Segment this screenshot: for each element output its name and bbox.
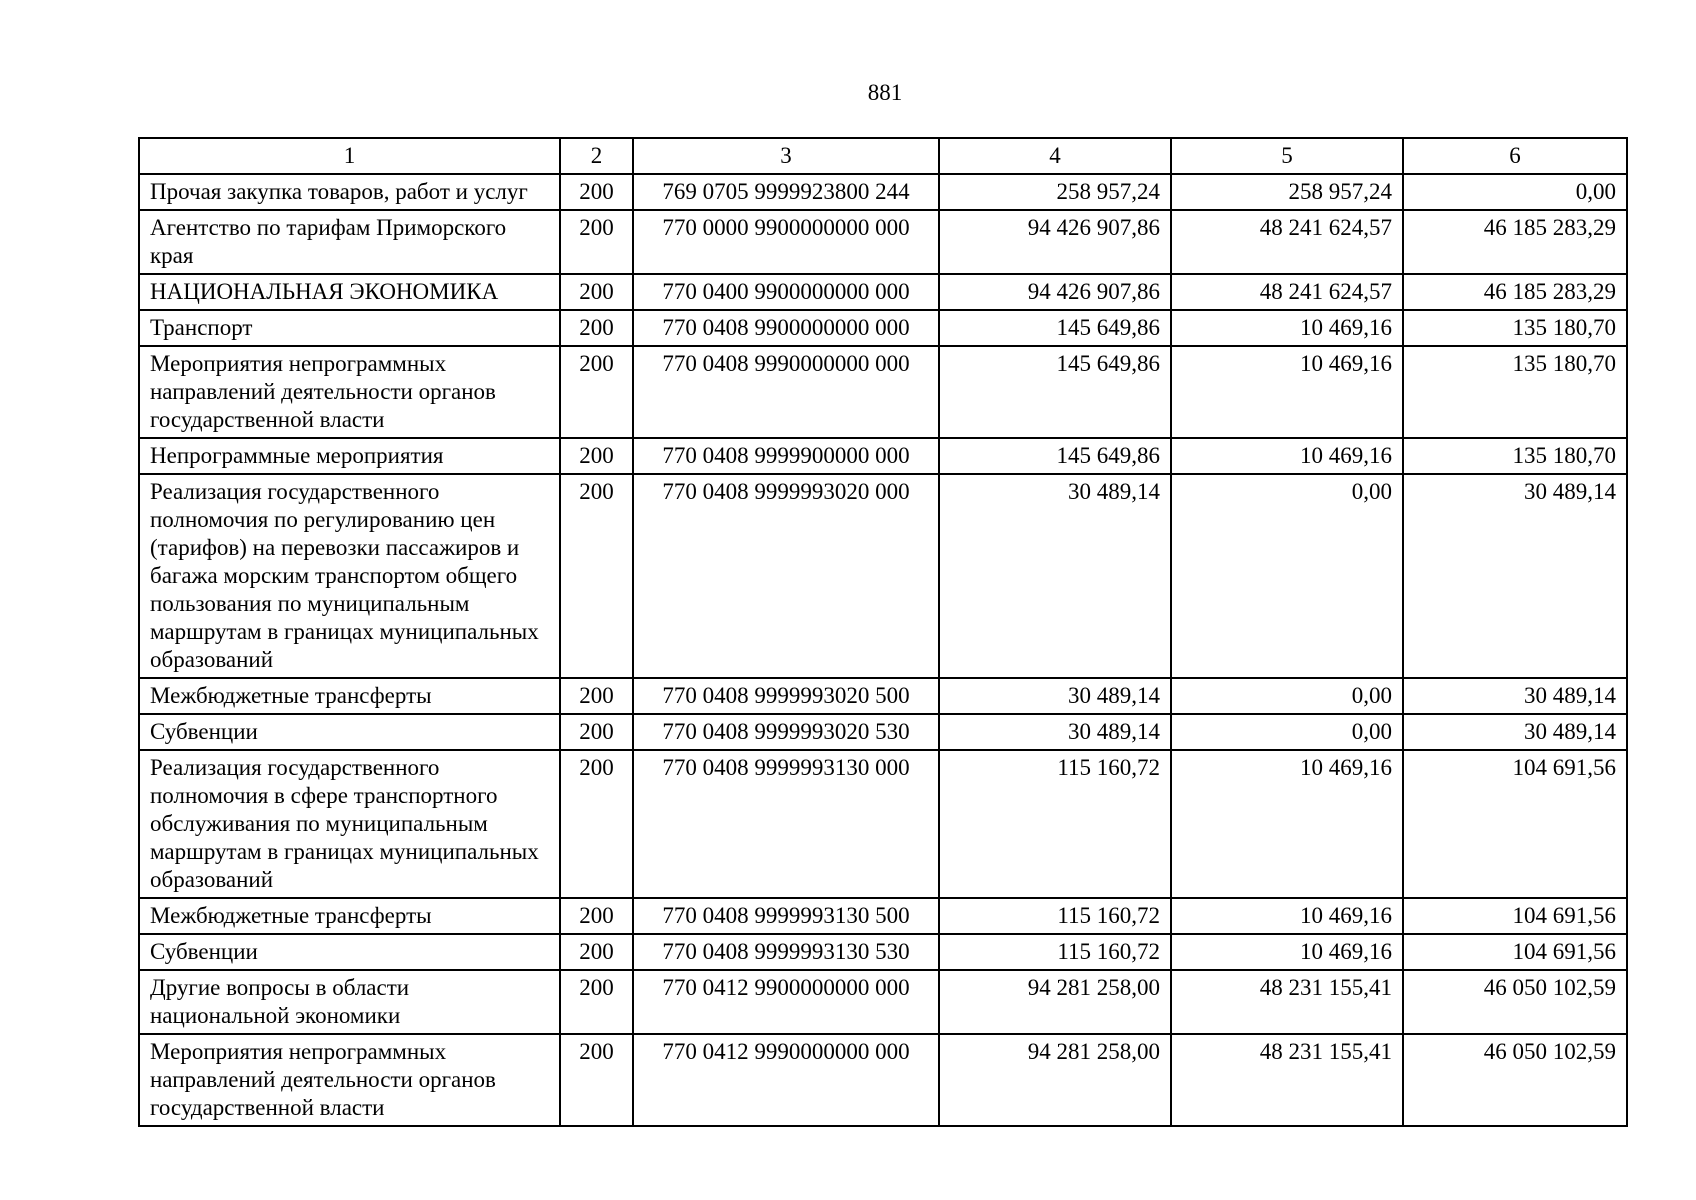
row-name-cell: НАЦИОНАЛЬНАЯ ЭКОНОМИКА	[139, 274, 560, 310]
row-col5-cell: 10 469,16	[1171, 898, 1403, 934]
table-row	[139, 934, 1627, 970]
table-row	[139, 970, 1627, 1034]
row-code-cell: 200	[560, 898, 633, 934]
row-col5-cell: 10 469,16	[1171, 346, 1403, 438]
row-col6-cell: 46 050 102,59	[1403, 970, 1627, 1034]
row-col5-cell: 0,00	[1171, 678, 1403, 714]
row-name-cell: Транспорт	[139, 310, 560, 346]
budget-table	[138, 137, 1628, 1127]
row-name-cell: Межбюджетные трансферты	[139, 898, 560, 934]
table-body	[139, 174, 1627, 1126]
row-col6-cell: 30 489,14	[1403, 714, 1627, 750]
row-name-cell: Реализация государственного полномочия в сфере транспортного обслуживания по муниципальным маршрутам в границах муниципальных образований	[139, 750, 560, 898]
row-code-cell: 200	[560, 310, 633, 346]
row-classifier-cell: 770 0400 9900000000 000	[633, 274, 939, 310]
row-name-cell: Мероприятия непрограммных направлений деятельности органов государственной власти	[139, 346, 560, 438]
row-col6-cell: 46 185 283,29	[1403, 210, 1627, 274]
table-row	[139, 346, 1627, 438]
row-col5-cell: 0,00	[1171, 474, 1403, 678]
row-col5-cell: 48 231 155,41	[1171, 970, 1403, 1034]
row-code-cell: 200	[560, 1034, 633, 1126]
row-name-cell: Агентство по тарифам Приморского края	[139, 210, 560, 274]
row-code-cell: 200	[560, 438, 633, 474]
row-col6-cell: 135 180,70	[1403, 438, 1627, 474]
row-col6-cell: 104 691,56	[1403, 898, 1627, 934]
row-col6-cell: 30 489,14	[1403, 474, 1627, 678]
row-name-cell: Другие вопросы в области национальной экономики	[139, 970, 560, 1034]
row-col4-cell: 145 649,86	[939, 310, 1171, 346]
row-name-cell: Субвенции	[139, 714, 560, 750]
row-code-cell: 200	[560, 474, 633, 678]
row-col5-cell: 0,00	[1171, 714, 1403, 750]
row-col4-cell: 115 160,72	[939, 898, 1171, 934]
row-code-cell: 200	[560, 174, 633, 210]
row-col4-cell: 94 281 258,00	[939, 1034, 1171, 1126]
table-row	[139, 1034, 1627, 1126]
row-classifier-cell: 770 0408 9990000000 000	[633, 346, 939, 438]
column-header-3: 3	[633, 138, 939, 174]
row-classifier-cell: 770 0412 9900000000 000	[633, 970, 939, 1034]
table-row	[139, 274, 1627, 310]
row-code-cell: 200	[560, 274, 633, 310]
row-classifier-cell: 770 0000 9900000000 000	[633, 210, 939, 274]
row-col5-cell: 48 241 624,57	[1171, 210, 1403, 274]
row-classifier-cell: 770 0412 9990000000 000	[633, 1034, 939, 1126]
row-classifier-cell: 770 0408 9999993130 000	[633, 750, 939, 898]
row-code-cell: 200	[560, 210, 633, 274]
table-row	[139, 714, 1627, 750]
row-col4-cell: 94 426 907,86	[939, 210, 1171, 274]
row-code-cell: 200	[560, 970, 633, 1034]
page-number: 881	[867, 80, 903, 105]
table-row	[139, 474, 1627, 678]
row-col4-cell: 30 489,14	[939, 678, 1171, 714]
row-col4-cell: 115 160,72	[939, 750, 1171, 898]
table-row	[139, 750, 1627, 898]
row-col5-cell: 10 469,16	[1171, 438, 1403, 474]
row-col6-cell: 46 050 102,59	[1403, 1034, 1627, 1126]
row-col5-cell: 48 231 155,41	[1171, 1034, 1403, 1126]
row-col4-cell: 258 957,24	[939, 174, 1171, 210]
row-col5-cell: 10 469,16	[1171, 750, 1403, 898]
row-classifier-cell: 769 0705 9999923800 244	[633, 174, 939, 210]
column-header-1: 1	[139, 138, 560, 174]
row-classifier-cell: 770 0408 9999900000 000	[633, 438, 939, 474]
table-header-row	[139, 138, 1627, 174]
row-code-cell: 200	[560, 714, 633, 750]
row-name-cell: Межбюджетные трансферты	[139, 678, 560, 714]
row-classifier-cell: 770 0408 9999993020 500	[633, 678, 939, 714]
table-row	[139, 174, 1627, 210]
table-row	[139, 438, 1627, 474]
row-col5-cell: 48 241 624,57	[1171, 274, 1403, 310]
row-col5-cell: 10 469,16	[1171, 934, 1403, 970]
column-header-5: 5	[1171, 138, 1403, 174]
row-name-cell: Непрограммные мероприятия	[139, 438, 560, 474]
table-row	[139, 310, 1627, 346]
row-name-cell: Мероприятия непрограммных направлений деятельности органов государственной власти	[139, 1034, 560, 1126]
column-header-4: 4	[939, 138, 1171, 174]
row-col4-cell: 94 281 258,00	[939, 970, 1171, 1034]
row-name-cell: Прочая закупка товаров, работ и услуг	[139, 174, 560, 210]
row-code-cell: 200	[560, 934, 633, 970]
row-col6-cell: 135 180,70	[1403, 346, 1627, 438]
table-row	[139, 210, 1627, 274]
row-col6-cell: 30 489,14	[1403, 678, 1627, 714]
row-classifier-cell: 770 0408 9900000000 000	[633, 310, 939, 346]
row-col6-cell: 0,00	[1403, 174, 1627, 210]
row-col5-cell: 10 469,16	[1171, 310, 1403, 346]
row-classifier-cell: 770 0408 9999993130 500	[633, 898, 939, 934]
row-col6-cell: 46 185 283,29	[1403, 274, 1627, 310]
row-classifier-cell: 770 0408 9999993020 000	[633, 474, 939, 678]
row-code-cell: 200	[560, 346, 633, 438]
row-col4-cell: 94 426 907,86	[939, 274, 1171, 310]
row-col4-cell: 115 160,72	[939, 934, 1171, 970]
row-col4-cell: 145 649,86	[939, 346, 1171, 438]
row-classifier-cell: 770 0408 9999993020 530	[633, 714, 939, 750]
table-row	[139, 678, 1627, 714]
row-code-cell: 200	[560, 750, 633, 898]
row-col6-cell: 135 180,70	[1403, 310, 1627, 346]
row-col4-cell: 30 489,14	[939, 474, 1171, 678]
row-col6-cell: 104 691,56	[1403, 750, 1627, 898]
table-row	[139, 898, 1627, 934]
row-col6-cell: 104 691,56	[1403, 934, 1627, 970]
column-header-2: 2	[560, 138, 633, 174]
row-code-cell: 200	[560, 678, 633, 714]
row-col4-cell: 145 649,86	[939, 438, 1171, 474]
row-col5-cell: 258 957,24	[1171, 174, 1403, 210]
row-name-cell: Субвенции	[139, 934, 560, 970]
row-col4-cell: 30 489,14	[939, 714, 1171, 750]
row-name-cell: Реализация государственного полномочия по регулированию цен (тарифов) на перевозки пассажиров и багажа морским транспортом общего пользования по муниципальным маршрутам в границах муниципальных образований	[139, 474, 560, 678]
row-classifier-cell: 770 0408 9999993130 530	[633, 934, 939, 970]
column-header-6: 6	[1403, 138, 1627, 174]
